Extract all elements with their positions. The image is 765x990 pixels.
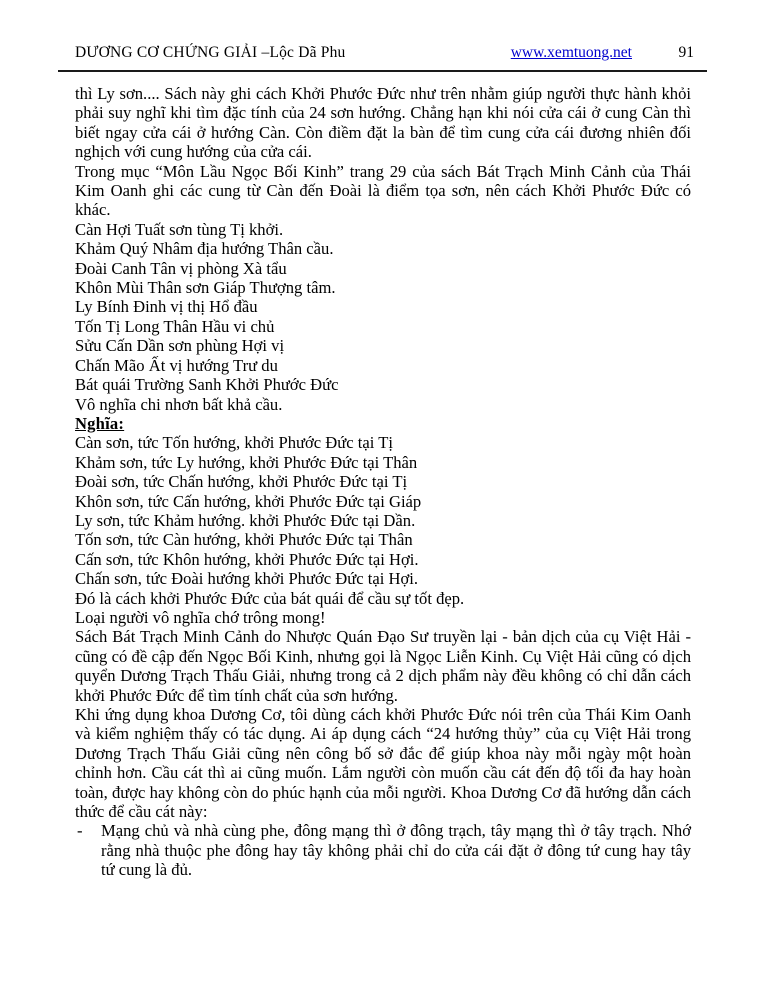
meaning-line: Tốn sơn, tức Càn hướng, khởi Phước Đức tại Thân [75, 530, 413, 550]
bullet-text: Mạng chủ và nhà cùng phe, đông mạng thì ở đông trạch, tây mạng thì ở tây trạch. Nhớ rằng nhà thuộc phe đông hay tây không phải chỉ do cửa cái đặt ở đông tứ cung hay tây tứ cung là đủ. [101, 821, 691, 880]
bullet-dash: - [77, 821, 83, 841]
verse-line: Bát quái Trường Sanh Khởi Phước Đức [75, 375, 339, 395]
nghia-heading: Nghĩa: [75, 413, 125, 433]
meaning-block [75, 433, 691, 627]
verse-line: Ly Bính Đinh vị thị Hổ đầu [75, 297, 258, 317]
verse-line: Tốn Tị Long Thân Hầu vi chủ [75, 316, 275, 336]
verse-line: Vô nghĩa chi nhơn bất khả cầu. [75, 394, 283, 414]
book-title: DƯƠNG CƠ CHỨNG GIẢI –Lộc Dã Phu [75, 44, 346, 61]
meaning-line: Loại người vô nghĩa chớ trông mong! [75, 607, 326, 627]
paragraph-intro: thì Ly sơn.... Sách này ghi cách Khởi Phước Đức như trên nhằm giúp người thực hành khỏi phải suy nghĩ khi tìm đặc tính của 24 sơn hướng. Chẳng hạn khi nói cửa cái ở cung Càn thì biết ngay cửa cái ở hướng Càn. Còn điềm đặt la bàn để tìm cung cửa cái đương nhiên đối nghịch với cung hướng của cửa cái. [75, 84, 691, 162]
verse-block [75, 220, 691, 414]
paragraph-mon-lau: Trong mục “Môn Lầu Ngọc Bối Kinh” trang 29 của sách Bát Trạch Minh Cảnh của Thái Kim Oanh ghi các cung từ Càn đến Đoài là điểm tọa sơn, nên cách Khởi Phước Đức có khác. [75, 161, 691, 220]
verse-line: Khôn Mùi Thân sơn Giáp Thượng tâm. [75, 278, 336, 298]
website-link[interactable]: www.xemtuong.net [510, 44, 632, 61]
verse-line: Đoài Canh Tân vị phòng Xà tẩu [75, 258, 287, 278]
page-number: 91 [678, 44, 694, 61]
paragraph-bat-trach: Sách Bát Trạch Minh Cảnh do Nhược Quán Đạo Sư truyền lại - bản dịch của cụ Việt Hải - cũng có đề cập đến Ngọc Bối Kinh, nhưng gọi là Ngọc Liễn Kinh. Cụ Việt Hải cũng có dịch quyển Dương Trạch Thấu Giải, nhưng trong cả 2 dịch phẩm này đều không có chỉ dẫn cách khởi Phước Đức để tìm tính chất của sơn hướng. [75, 627, 691, 705]
verse-line: Khảm Quý Nhâm địa hướng Thân cầu. [75, 239, 334, 259]
page-body [75, 84, 691, 880]
header-divider [58, 70, 707, 72]
meaning-line: Khôn sơn, tức Cấn hướng, khởi Phước Đức tại Giáp [75, 491, 422, 511]
paragraph-ung-dung: Khi ứng dụng khoa Dương Cơ, tôi dùng cách khởi Phước Đức nói trên của Thái Kim Oanh và kiểm nghiệm thấy có tác dụng. Ai áp dụng cách “24 hướng thủy” của cụ Việt Hải trong Dương Trạch Thấu Giải cũng nên công bố sở đắc để giúp khoa này mỗi ngày một hoàn chỉnh hơn. Cầu cát thì ai cũng muốn. Lắm người còn muốn cầu cát đến độ tối đa hay hoàn toàn, được hay không còn do phúc hạnh của mỗi người. Khoa Dương Cơ đã hướng dẫn cách thức để cầu cát này: [75, 705, 691, 822]
verse-line: Chấn Mão Ất vị hướng Trư du [75, 355, 278, 375]
meaning-line: Đó là cách khởi Phước Đức của bát quái để cầu sự tốt đẹp. [75, 588, 465, 608]
meaning-line: Cấn sơn, tức Khôn hướng, khởi Phước Đức tại Hợi. [75, 549, 419, 569]
meaning-line: Đoài sơn, tức Chấn hướng, khởi Phước Đức tại Tị [75, 472, 408, 492]
verse-line: Càn Hợi Tuất sơn tùng Tị khởi. [75, 219, 284, 239]
meaning-line: Càn sơn, tức Tốn hướng, khởi Phước Đức tại Tị [75, 433, 393, 453]
page-header [75, 44, 694, 62]
verse-line: Sửu Cấn Dần sơn phùng Hợi vị [75, 336, 285, 356]
meaning-line: Chấn sơn, tức Đoài hướng khởi Phước Đức tại Hợi. [75, 569, 419, 589]
meaning-line: Ly sơn, tức Khảm hướng. khởi Phước Đức tại Dần. [75, 510, 416, 530]
bullet-item [75, 821, 691, 879]
meaning-line: Khảm sơn, tức Ly hướng, khởi Phước Đức tại Thân [75, 452, 418, 472]
